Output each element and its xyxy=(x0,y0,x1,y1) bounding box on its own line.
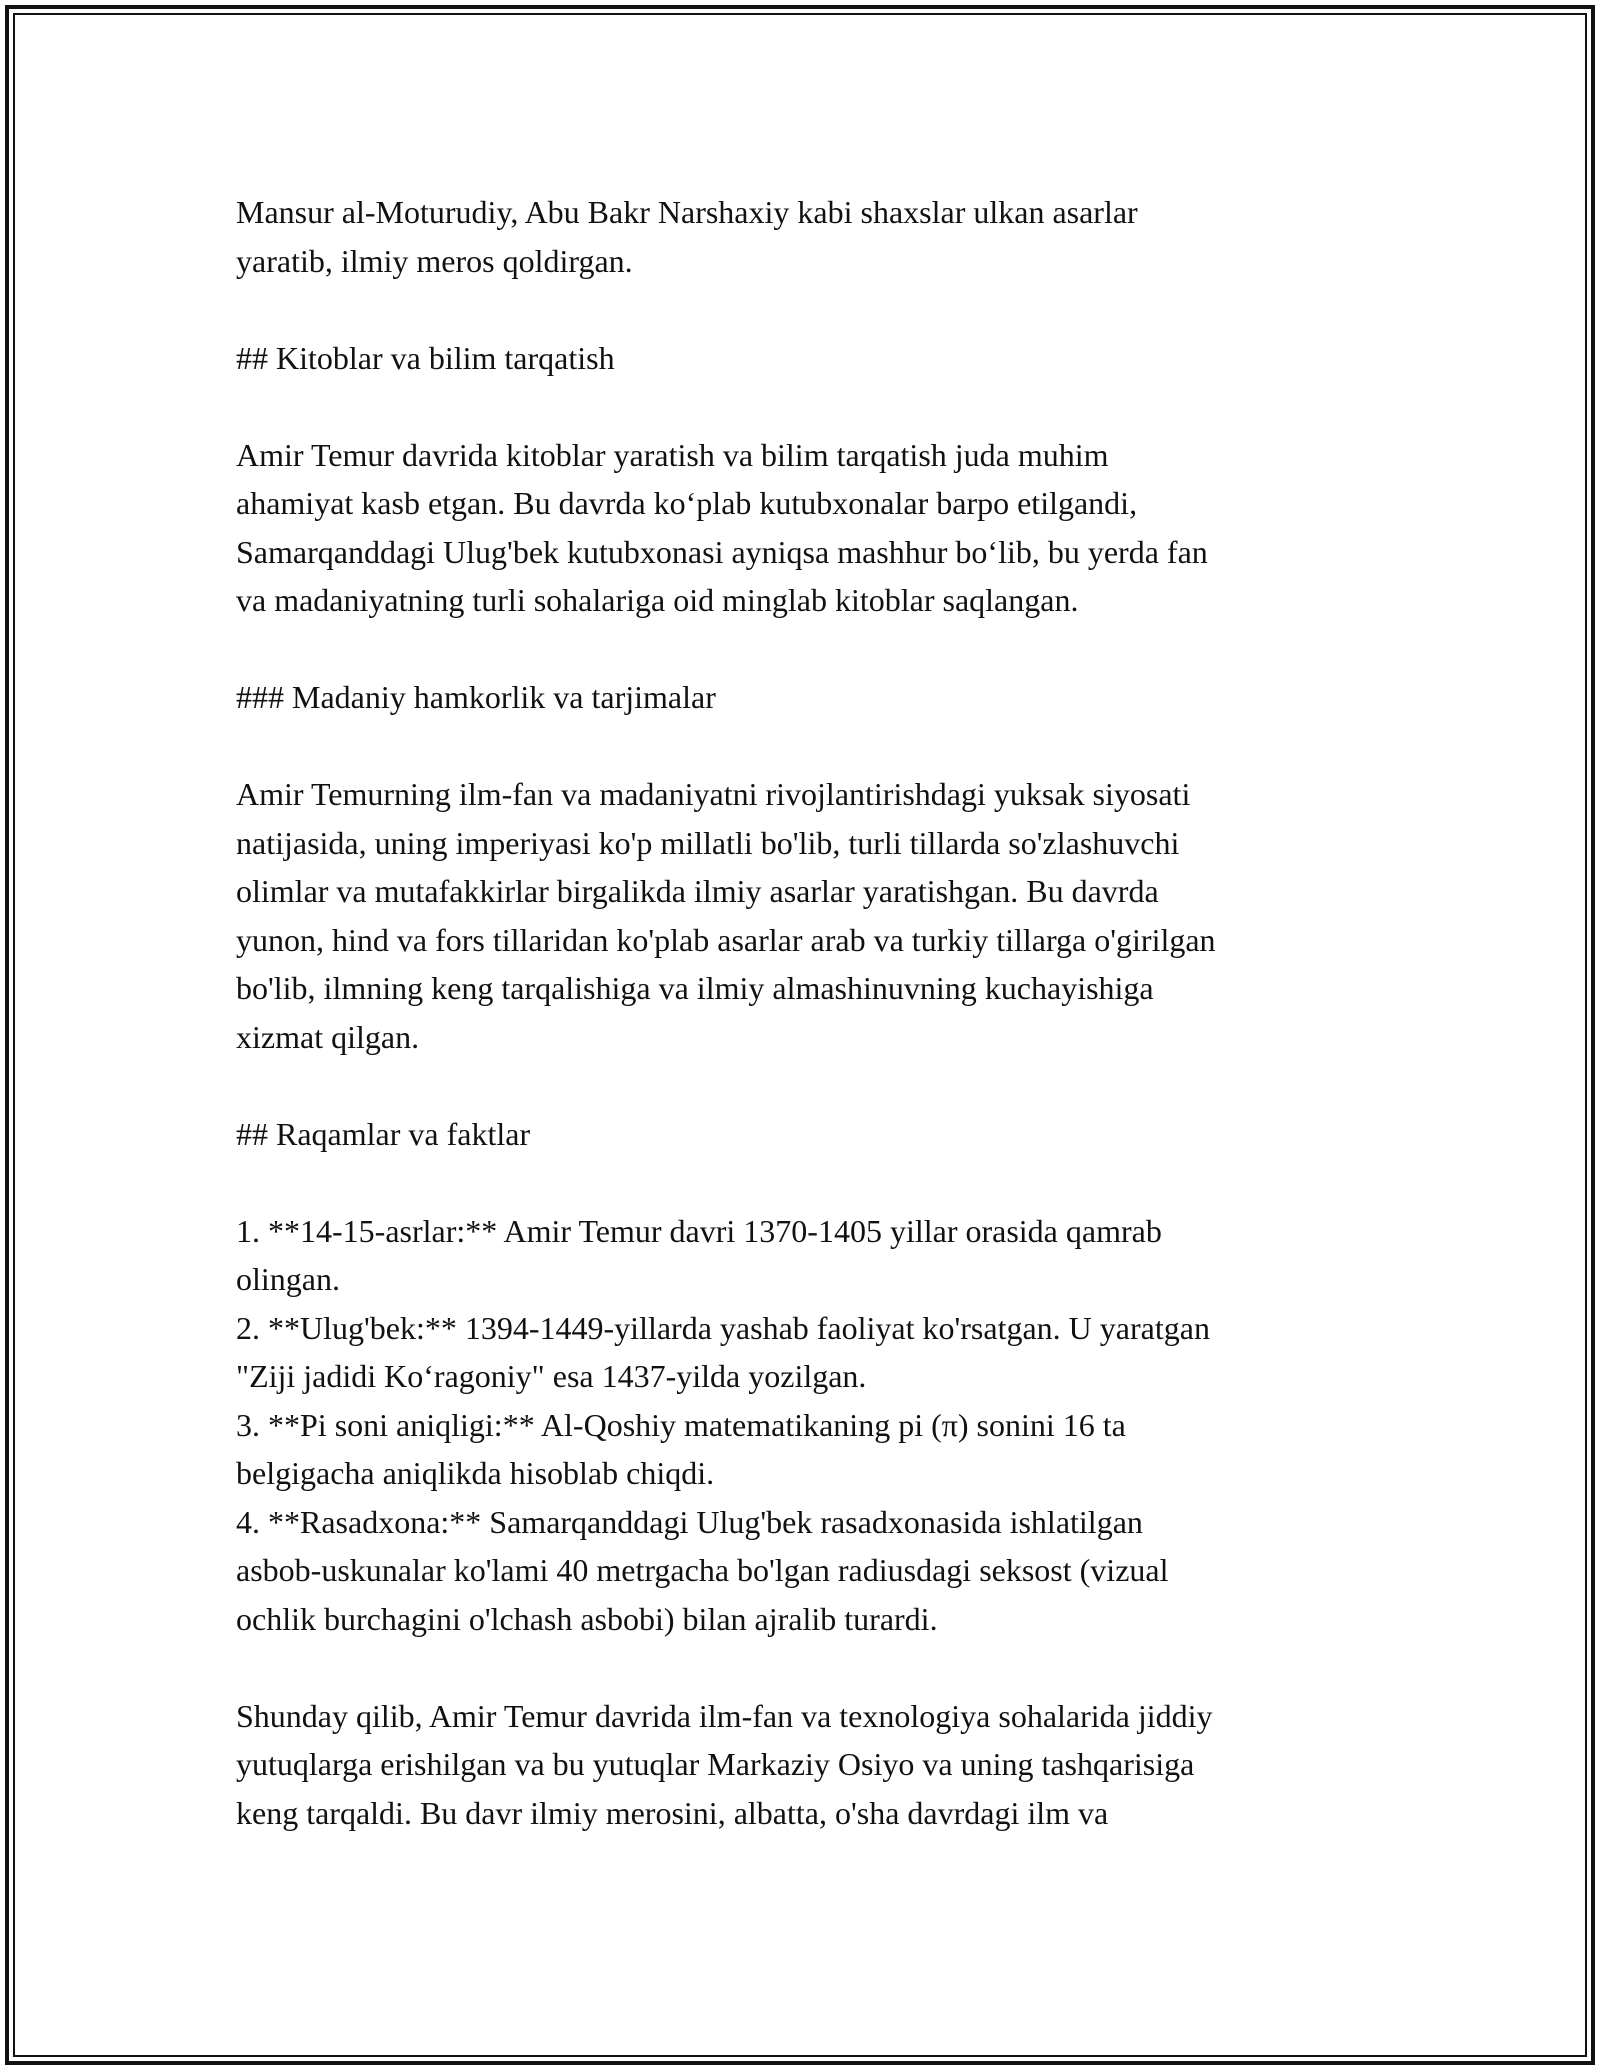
text-line: ## Raqamlar va faktlar xyxy=(236,1115,531,1152)
list-item xyxy=(236,1207,1376,1304)
list-item xyxy=(236,1304,1376,1401)
text-line: "Ziji jadidi Ko‘ragoniy" esa 1437-yilda yozilgan. xyxy=(236,1358,867,1394)
text-line: Amir Temur davrida kitoblar yaratish va bilim tarqatish juda muhim xyxy=(236,436,1109,473)
text-line: 4. **Rasadxona:** Samarqanddagi Ulug'bek rasadxonasida ishlatilgan xyxy=(236,1503,1143,1540)
text-line: olingan. xyxy=(236,1261,340,1297)
heading-madaniy xyxy=(236,673,1376,722)
text-line: Shunday qilib, Amir Temur davrida ilm-fan va texnologiya sohalarida jiddiy xyxy=(236,1697,1213,1734)
list-item xyxy=(236,1498,1376,1644)
paragraph-conclusion xyxy=(236,1692,1376,1838)
text-line: ### Madaniy hamkorlik va tarjimalar xyxy=(236,679,716,715)
text-line: ochlik burchagini o'lchash asbobi) bilan ajralib turardi. xyxy=(236,1600,938,1637)
text-line: ahamiyat kasb etgan. Bu davrda ko‘plab kutubxonalar barpo etilgandi, xyxy=(236,485,1138,521)
text-line: natijasida, uning imperiyasi ko'p millatli bo'lib, turli tillarda so'zlashuvchi xyxy=(236,824,1180,861)
text-line: 2. **Ulug'bek:** 1394-1449-yillarda yashab faoliyat ko'rsatgan. U yaratgan xyxy=(236,1309,1210,1346)
text-line: olimlar va mutafakkirlar birgalikda ilmiy asarlar yaratishgan. Bu davrda xyxy=(236,873,1159,909)
heading-kitoblar xyxy=(236,334,1376,383)
intro-continuation xyxy=(236,188,1376,285)
text-line: 3. **Pi soni aniqligi:** Al-Qoshiy matematikaning pi (π) sonini 16 ta xyxy=(236,1406,1126,1443)
document-body xyxy=(236,188,1376,1837)
text-line: Samarqanddagi Ulug'bek kutubxonasi ayniqsa mashhur bo‘lib, bu yerda fan xyxy=(236,533,1208,570)
text-line: ## Kitoblar va bilim tarqatish xyxy=(236,339,615,376)
list-item xyxy=(236,1401,1376,1498)
text-line: Mansur al-Moturudiy, Abu Bakr Narshaxiy kabi shaxslar ulkan asarlar xyxy=(236,194,1138,230)
text-line: belgigacha aniqlikda hisoblab chiqdi. xyxy=(236,1455,715,1491)
text-line: bo'lib, ilmning keng tarqalishiga va ilmiy almashinuvning kuchayishiga xyxy=(236,970,1154,1006)
paragraph-kitoblar xyxy=(236,431,1376,625)
text-line: keng tarqaldi. Bu davr ilmiy merosini, albatta, o'sha davrdagi ilm va xyxy=(236,1794,1109,1831)
text-line: yutuqlarga erishilgan va bu yutuqlar Markaziy Osiyo va uning tashqarisiga xyxy=(236,1746,1195,1782)
text-line: va madaniyatning turli sohalariga oid minglab kitoblar saqlangan. xyxy=(236,582,1079,618)
text-line: yunon, hind va fors tillaridan ko'plab asarlar arab va turkiy tillarga o'girilgan xyxy=(236,921,1216,958)
text-line: 1. **14-15-asrlar:** Amir Temur davri 1370-1405 yillar orasida qamrab xyxy=(236,1212,1162,1249)
paragraph-madaniy xyxy=(236,770,1376,1061)
facts-list xyxy=(236,1207,1376,1644)
text-line: yaratib, ilmiy meros qoldirgan. xyxy=(236,242,633,279)
text-line: Amir Temurning ilm-fan va madaniyatni rivojlantirishdagi yuksak siyosati xyxy=(236,776,1191,812)
text-line: asbob-uskunalar ko'lami 40 metrgacha bo'lgan radiusdagi seksost (vizual xyxy=(236,1552,1169,1588)
text-line: xizmat qilgan. xyxy=(236,1018,420,1055)
heading-raqamlar xyxy=(236,1110,1376,1159)
